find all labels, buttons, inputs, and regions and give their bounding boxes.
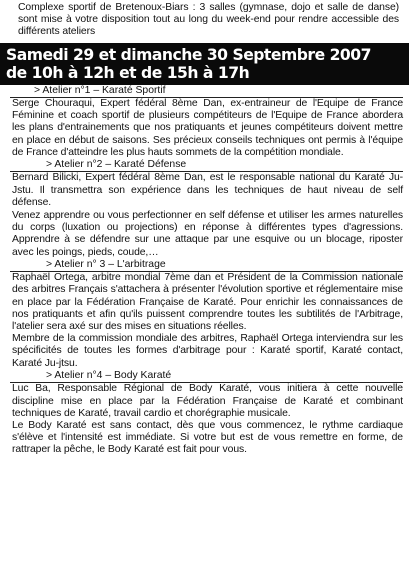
atelier-3-paragraph-2: Membre de la commission mondiale des arbitres, Raphaël Ortega interviendra sur les spécificités de toutes les formes d'arbitrage pour : Karaté sportif, Karaté contact, Karaté Ju-jtsu. xyxy=(12,333,403,369)
atelier-2-paragraph-1: Bernard Bilicki, Expert fédéral 8ème Dan, est le responsable national du Karaté Ju-Jstu. Il transmettra son expérience dans les techniques de haut niveau de self défense. xyxy=(12,172,403,208)
atelier-3-paragraph-1: Raphaël Ortega, arbitre mondial 7ème dan et Président de la Commission nationale des arbitres Français s'attachera à présenter l'évolution sportive et réglementaire mise en place par la Fédération Française de Karaté. Pour enrichir les connaissances de nos pratiquants et afin qu'ils puissent comprendre toutes les subtilités de l'Arbitrage, l'atelier sera axé sur des mises en situations réelles. xyxy=(12,272,403,333)
atelier-4-paragraph-1: Luc Ba, Responsable Régional de Body Karaté, vous initiera à cette nouvelle discipline mise en place par la Fédération Française de Karaté et combinant techniques de Karaté, travail cardio et chorégraphie musicale. xyxy=(12,383,403,419)
atelier-4-title: > Atelier n°4 – Body Karaté xyxy=(46,369,172,381)
atelier-2-title: > Atelier n°2 – Karaté Défense xyxy=(46,159,187,171)
intro-paragraph: Complexe sportif de Bretenoux-Biars : 3 salles (gymnase, dojo et salle de danse) sont mise à votre disposition tout au long du week-end pour rendre accessible des différents ateliers xyxy=(18,2,399,38)
banner-dates: Samedi 29 et dimanche 30 Septembre 2007 xyxy=(6,45,371,64)
date-banner xyxy=(0,43,409,85)
atelier-1-paragraph-1: Serge Chouraqui, Expert fédéral 8ème Dan, ex-entraineur de l'Equipe de France Féminine et coach sportif de plusieurs compétiteurs de l'Equipe de France abordera les plans d'entrainements que nos pratiquants et jeunes compétiteurs doivent mettre en place en début de saisons. Ses précieux conseils techniques ont permis à l'équipe de France d'atteindre les plus hauts sommets de la compétition mondiale. xyxy=(12,98,403,158)
atelier-2-paragraph-2: Venez apprendre ou vous perfectionner en self défense et utiliser les armes naturelles du corps (luxation ou projections) en réponse à différentes types d'agressions. Apprendre à se défendre sur une attaque par une esquive ou un blocage, riposter avec les poings, pieds, coude,… xyxy=(12,210,403,258)
atelier-4-paragraph-2: Le Body Karaté est sans contact, dès que vous commencez, le rythme cardiaque s'élève et l'intensité est immédiate. Si votre but est de vous remettre en forme, de rattraper la pêche, le Body Karaté est fait pour vous. xyxy=(12,419,403,456)
banner-hours: de 10h à 12h et de 15h à 17h xyxy=(6,63,250,82)
atelier-3-title: > Atelier n° 3 – L'arbitrage xyxy=(46,258,166,270)
atelier-1-title: > Atelier n°1 – Karaté Sportif xyxy=(34,84,166,96)
